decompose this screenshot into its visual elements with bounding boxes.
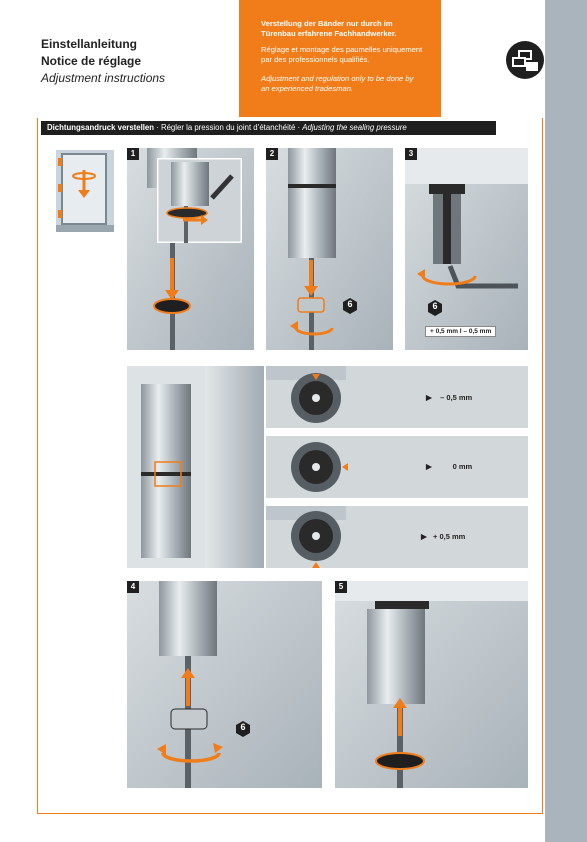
section-title-de: Dichtungsandruck verstellen <box>47 123 155 132</box>
step-3-panel <box>405 148 528 350</box>
adjust-zero-label: ▶ 0 mm <box>426 462 473 471</box>
step-3-number: 3 <box>405 148 417 160</box>
hinge-overview-panel <box>127 366 264 568</box>
step-5-illustration <box>335 581 528 788</box>
step-4-number: 4 <box>127 581 139 593</box>
rotation-position-minus-icon <box>266 366 346 428</box>
adjust-row-minus <box>266 366 528 428</box>
notice-box <box>239 0 441 117</box>
rotation-position-zero-icon <box>266 436 356 498</box>
step-4-panel <box>127 581 322 788</box>
step-4-illustration <box>127 581 322 788</box>
section-header: Dichtungsandruck verstellen · Régler la pression du joint d’étanchéité · Adjusting the sealing pressure <box>41 121 496 135</box>
door-overview-icon <box>56 150 114 232</box>
step-2-number: 2 <box>266 148 278 160</box>
adjust-plus-label: ▶ + 0,5 mm <box>421 532 466 541</box>
adjust-minus-label: ▶ – 0,5 mm <box>426 393 473 402</box>
step-2-panel <box>266 148 393 350</box>
documents-icon <box>505 40 545 80</box>
step-3-illustration <box>405 148 528 350</box>
step-1-number: 1 <box>127 148 139 160</box>
notice-de: Verstellung der Bänder nur durch im Türenbau erfahrene Fachhandwerker. <box>261 19 397 38</box>
title-block <box>41 36 165 87</box>
adjust-row-zero <box>266 436 528 498</box>
step-1-panel <box>127 148 254 350</box>
rotation-position-plus-icon <box>266 506 346 568</box>
title-de: Einstellanleitung <box>41 37 138 51</box>
adjust-row-plus <box>266 506 528 568</box>
section-title-fr: Régler la pression du joint d’étanchéité <box>160 123 296 132</box>
section-title-en: Adjusting the sealing pressure <box>302 123 407 132</box>
tool-size-label-2: 6 <box>432 301 438 311</box>
adjustment-range-label: + 0,5 mm I – 0,5 mm <box>425 326 496 337</box>
step-5-number: 5 <box>335 581 347 593</box>
step-5-panel <box>335 581 528 788</box>
hinge-overview-illustration <box>127 366 264 568</box>
step-2-illustration <box>266 148 393 350</box>
notice-fr: Réglage et montage des paumelles uniquement par des professionnels qualifiés. <box>261 45 423 64</box>
tool-size-label: 6 <box>347 299 353 309</box>
step-1-detail-inset <box>157 158 242 243</box>
title-fr: Notice de réglage <box>41 54 142 68</box>
title-en: Adjustment instructions <box>41 71 166 85</box>
tool-size-label-3: 6 <box>240 722 246 732</box>
notice-en: Adjustment and regulation only to be done by an experienced tradesman. <box>261 74 414 93</box>
